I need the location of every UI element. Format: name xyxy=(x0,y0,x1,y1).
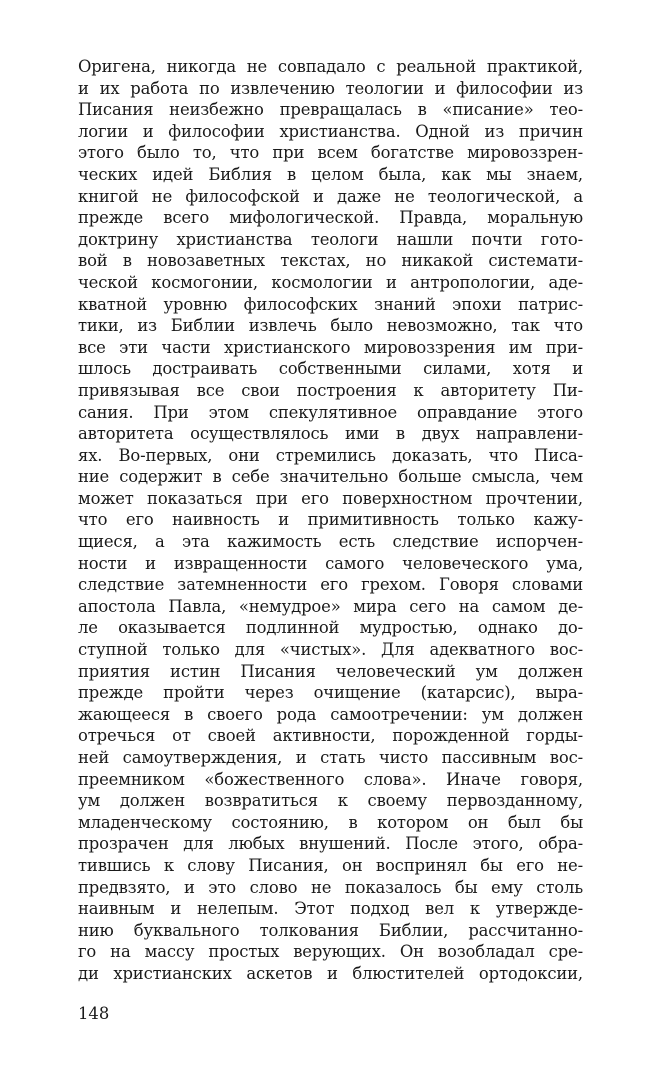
text-line: и их работа по извлечению теологии и философии из xyxy=(78,78,583,98)
text-line: может показаться при его поверхностном прочтении, xyxy=(78,488,583,508)
text-line: этого было то, что при всем богатстве мировоззрен- xyxy=(78,143,583,163)
text-line: ческих идей Библия в целом была, как мы знаем, xyxy=(78,164,583,184)
text-line: отречься от своей активности, порожденной горды- xyxy=(78,726,583,746)
text-line: ние содержит в себе значительно больше смысла, чем xyxy=(78,467,583,487)
text-line: ди христианских аскетов и блюстителей ортодоксии, xyxy=(78,963,583,983)
body-text xyxy=(78,56,583,985)
text-line: жающееся в своего рода самоотречении: ум должен xyxy=(78,704,583,724)
text-line: ле оказывается подлинной мудростью, однако до- xyxy=(78,618,583,638)
text-line: ях. Во-первых, они стремились доказать, что Писа- xyxy=(78,445,583,465)
page-number: 148 xyxy=(78,1004,110,1023)
text-line: прежде пройти через очищение (катарсис), выра- xyxy=(78,683,583,703)
text-line: сания. При этом спекулятивное оправдание этого xyxy=(78,402,583,422)
text-line: следствие затемненности его грехом. Говоря словами xyxy=(78,575,583,595)
text-line: ней самоутверждения, и стать чисто пассивным вос- xyxy=(78,748,583,767)
text-line: тившись к слову Писания, он воспринял бы его не- xyxy=(78,855,583,875)
text-line: логии и философии христианства. Одной из причин xyxy=(78,121,583,141)
text-line: доктрину христианства теологи нашли почти гото- xyxy=(78,229,583,249)
text-line: книгой не философской и даже не теологической, а xyxy=(78,186,583,206)
text-line: прежде всего мифологической. Правда, моральную xyxy=(78,208,583,228)
text-line: прозрачен для любых внушений. После этого, обра- xyxy=(78,834,583,854)
text-line: наивным и нелепым. Этот подход вел к утвержде- xyxy=(78,899,583,919)
text-line: шлось достраивать собственными силами, хотя и xyxy=(78,359,583,379)
text-line: Писания неизбежно превращалась в «писание» тео- xyxy=(78,100,583,120)
text-line: младенческому состоянию, в котором он был бы xyxy=(78,812,583,832)
text-line: преемником «божественного слова». Иначе говоря, xyxy=(78,769,583,789)
text-line: нию буквального толкования Библии, рассчитанно- xyxy=(78,920,583,940)
text-line: предвзято, и это слово не показалось бы ему столь xyxy=(78,877,583,897)
text-line: го на массу простых верующих. Он возобладал сре- xyxy=(78,942,583,962)
text-line: ум должен возвратиться к своему первозданному, xyxy=(78,791,583,811)
text-line: ступной только для «чистых». Для адекватного вос- xyxy=(78,640,583,660)
text-line: щиеся, а эта кажимость есть следствие испорчен- xyxy=(78,532,583,552)
text-line: все эти части христианского мировоззрения им при- xyxy=(78,337,583,357)
text-line: Оригена, никогда не совпадало с реальной практикой, xyxy=(78,57,583,76)
text-line: ческой космогонии, космологии и антропологии, аде- xyxy=(78,272,583,292)
text-line: авторитета осуществлялось ими в двух направлени- xyxy=(78,424,583,444)
text-line: что его наивность и примитивность только кажу- xyxy=(78,510,583,530)
text-line: апостола Павла, «немудрое» мира сего на самом де- xyxy=(78,596,583,616)
text-line: привязывая все свои построения к авторитету Пи- xyxy=(78,380,583,400)
text-line: ности и извращенности самого человеческого ума, xyxy=(78,553,583,573)
text-line: вой в новозаветных текстах, но никакой системати- xyxy=(78,251,583,271)
text-line: приятия истин Писания человеческий ум должен xyxy=(78,661,583,681)
text-line: кватной уровню философских знаний эпохи патрис- xyxy=(78,294,583,314)
text-line: тики, из Библии извлечь было невозможно, так что xyxy=(78,316,583,336)
